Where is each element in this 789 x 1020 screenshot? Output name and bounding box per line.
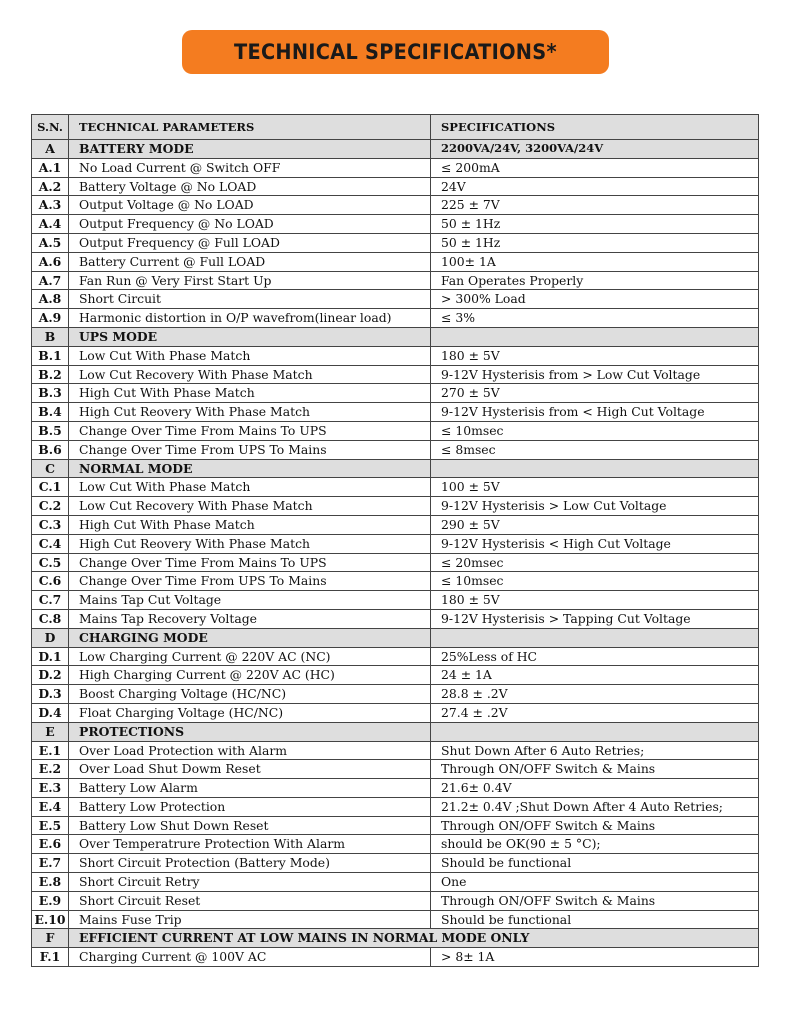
cell-specification: 9-12V Hysterisis > Low Cut Voltage — [431, 497, 759, 516]
table-row — [32, 703, 759, 722]
cell-sn: E.7 — [32, 854, 69, 873]
cell-specification: > 8± 1A — [431, 948, 759, 967]
cell-parameter: Charging Current @ 100V AC — [69, 948, 431, 967]
cell-sn: D.3 — [32, 685, 69, 704]
table-row — [32, 215, 759, 234]
table-row — [32, 290, 759, 309]
cell-specification: Fan Operates Properly — [431, 271, 759, 290]
section-row — [32, 327, 759, 346]
section-title: CHARGING MODE — [69, 628, 431, 647]
cell-parameter: High Cut Reovery With Phase Match — [69, 403, 431, 422]
table-row — [32, 779, 759, 798]
table-row — [32, 948, 759, 967]
cell-specification: 270 ± 5V — [431, 384, 759, 403]
cell-specification: 2200VA/24V, 3200VA/24V — [431, 140, 759, 159]
cell-parameter: Over Load Shut Dowm Reset — [69, 760, 431, 779]
table-row — [32, 553, 759, 572]
table-row — [32, 873, 759, 892]
cell-specification: Through ON/OFF Switch & Mains — [431, 891, 759, 910]
section-row — [32, 929, 759, 948]
cell-parameter: Battery Voltage @ No LOAD — [69, 177, 431, 196]
cell-specification: Should be functional — [431, 854, 759, 873]
section-row — [32, 722, 759, 741]
cell-specification: Should be functional — [431, 910, 759, 929]
cell-sn: E.1 — [32, 741, 69, 760]
cell-specification: ≤ 10msec — [431, 572, 759, 591]
cell-parameter: Output Voltage @ No LOAD — [69, 196, 431, 215]
cell-sn: E.9 — [32, 891, 69, 910]
cell-sn: A.4 — [32, 215, 69, 234]
table-row — [32, 515, 759, 534]
spec-table-body — [32, 140, 759, 967]
cell-specification: 9-12V Hysterisis from < High Cut Voltage — [431, 403, 759, 422]
cell-parameter: Mains Fuse Trip — [69, 910, 431, 929]
cell-specification: 25%Less of HC — [431, 647, 759, 666]
cell-parameter: Battery Low Protection — [69, 797, 431, 816]
cell-sn: A.2 — [32, 177, 69, 196]
cell-parameter: Battery Low Shut Down Reset — [69, 816, 431, 835]
cell-sn: B.5 — [32, 421, 69, 440]
table-row — [32, 609, 759, 628]
section-title: EFFICIENT CURRENT AT LOW MAINS IN NORMAL MODE ONLY — [69, 929, 759, 948]
cell-parameter: Change Over Time From Mains To UPS — [69, 421, 431, 440]
cell-sn: F — [32, 929, 69, 948]
cell-sn: D.1 — [32, 647, 69, 666]
cell-sn: B.1 — [32, 346, 69, 365]
table-row — [32, 403, 759, 422]
cell-parameter: Mains Tap Cut Voltage — [69, 591, 431, 610]
cell-sn: C.2 — [32, 497, 69, 516]
cell-specification: 21.2± 0.4V ;Shut Down After 4 Auto Retries; — [431, 797, 759, 816]
cell-sn: C.6 — [32, 572, 69, 591]
cell-specification: 9-12V Hysterisis > Tapping Cut Voltage — [431, 609, 759, 628]
cell-specification: 9-12V Hysterisis < High Cut Voltage — [431, 534, 759, 553]
table-row — [32, 685, 759, 704]
table-row — [32, 158, 759, 177]
cell-sn: E.4 — [32, 797, 69, 816]
cell-specification: Through ON/OFF Switch & Mains — [431, 816, 759, 835]
cell-specification: 27.4 ± .2V — [431, 703, 759, 722]
cell-specification: One — [431, 873, 759, 892]
cell-parameter: Change Over Time From UPS To Mains — [69, 572, 431, 591]
cell-sn: D.4 — [32, 703, 69, 722]
table-row — [32, 384, 759, 403]
table-row — [32, 835, 759, 854]
cell-parameter: Boost Charging Voltage (HC/NC) — [69, 685, 431, 704]
cell-sn: A.6 — [32, 252, 69, 271]
cell-specification: 290 ± 5V — [431, 515, 759, 534]
table-row — [32, 854, 759, 873]
table-row — [32, 365, 759, 384]
table-row — [32, 440, 759, 459]
spec-table — [31, 114, 759, 967]
cell-specification — [431, 459, 759, 478]
table-row — [32, 309, 759, 328]
table-row — [32, 346, 759, 365]
cell-sn: B.2 — [32, 365, 69, 384]
cell-parameter: High Charging Current @ 220V AC (HC) — [69, 666, 431, 685]
cell-parameter: Over Load Protection with Alarm — [69, 741, 431, 760]
cell-sn: A.1 — [32, 158, 69, 177]
section-row — [32, 628, 759, 647]
cell-parameter: Low Charging Current @ 220V AC (NC) — [69, 647, 431, 666]
cell-sn: E.10 — [32, 910, 69, 929]
cell-specification: should be OK(90 ± 5 °C); — [431, 835, 759, 854]
cell-sn: E.8 — [32, 873, 69, 892]
cell-parameter: Output Frequency @ No LOAD — [69, 215, 431, 234]
cell-sn: A — [32, 140, 69, 159]
cell-parameter: Harmonic distortion in O/P wavefrom(linear load) — [69, 309, 431, 328]
table-row — [32, 177, 759, 196]
cell-sn: E.5 — [32, 816, 69, 835]
cell-sn: C.4 — [32, 534, 69, 553]
cell-sn: D — [32, 628, 69, 647]
header-sn: S.N. — [32, 115, 69, 140]
section-title: NORMAL MODE — [69, 459, 431, 478]
cell-specification: 180 ± 5V — [431, 346, 759, 365]
header-parameters: TECHNICAL PARAMETERS — [69, 115, 431, 140]
table-row — [32, 233, 759, 252]
cell-parameter: Float Charging Voltage (HC/NC) — [69, 703, 431, 722]
section-row — [32, 459, 759, 478]
table-row — [32, 478, 759, 497]
cell-parameter: Over Temperatrure Protection With Alarm — [69, 835, 431, 854]
cell-parameter: Low Cut Recovery With Phase Match — [69, 365, 431, 384]
cell-sn: B.6 — [32, 440, 69, 459]
table-row — [32, 572, 759, 591]
cell-sn: A.7 — [32, 271, 69, 290]
section-row — [32, 140, 759, 159]
table-row — [32, 741, 759, 760]
cell-specification: 50 ± 1Hz — [431, 233, 759, 252]
cell-sn: A.3 — [32, 196, 69, 215]
cell-specification: Shut Down After 6 Auto Retries; — [431, 741, 759, 760]
cell-parameter: Short Circuit — [69, 290, 431, 309]
section-title: UPS MODE — [69, 327, 431, 346]
cell-sn: E — [32, 722, 69, 741]
table-row — [32, 666, 759, 685]
cell-parameter: Output Frequency @ Full LOAD — [69, 233, 431, 252]
table-row — [32, 910, 759, 929]
cell-specification: 21.6± 0.4V — [431, 779, 759, 798]
cell-parameter: Change Over Time From UPS To Mains — [69, 440, 431, 459]
table-row — [32, 647, 759, 666]
table-row — [32, 421, 759, 440]
cell-sn: A.9 — [32, 309, 69, 328]
cell-sn: B — [32, 327, 69, 346]
cell-sn: B.4 — [32, 403, 69, 422]
cell-specification: 180 ± 5V — [431, 591, 759, 610]
section-title: BATTERY MODE — [69, 140, 431, 159]
section-title: PROTECTIONS — [69, 722, 431, 741]
cell-parameter: Mains Tap Recovery Voltage — [69, 609, 431, 628]
cell-sn: E.2 — [32, 760, 69, 779]
cell-sn: C.1 — [32, 478, 69, 497]
cell-parameter: Low Cut With Phase Match — [69, 478, 431, 497]
cell-specification: ≤ 10msec — [431, 421, 759, 440]
cell-specification — [431, 327, 759, 346]
cell-sn: B.3 — [32, 384, 69, 403]
cell-parameter: Change Over Time From Mains To UPS — [69, 553, 431, 572]
cell-parameter: No Load Current @ Switch OFF — [69, 158, 431, 177]
cell-sn: C.5 — [32, 553, 69, 572]
cell-sn: D.2 — [32, 666, 69, 685]
cell-parameter: High Cut With Phase Match — [69, 515, 431, 534]
title-banner — [182, 30, 609, 74]
cell-specification — [431, 722, 759, 741]
cell-parameter: Fan Run @ Very First Start Up — [69, 271, 431, 290]
table-row — [32, 252, 759, 271]
cell-specification: ≤ 8msec — [431, 440, 759, 459]
cell-sn: E.3 — [32, 779, 69, 798]
cell-sn: A.8 — [32, 290, 69, 309]
table-row — [32, 891, 759, 910]
cell-sn: C.3 — [32, 515, 69, 534]
table-row — [32, 816, 759, 835]
cell-sn: C — [32, 459, 69, 478]
table-header-row — [32, 115, 759, 140]
cell-specification: ≤ 20msec — [431, 553, 759, 572]
cell-parameter: Short Circuit Protection (Battery Mode) — [69, 854, 431, 873]
cell-parameter: Low Cut Recovery With Phase Match — [69, 497, 431, 516]
cell-specification: ≤ 3% — [431, 309, 759, 328]
cell-specification: 24V — [431, 177, 759, 196]
cell-sn: C.8 — [32, 609, 69, 628]
cell-parameter: Low Cut With Phase Match — [69, 346, 431, 365]
cell-parameter: Battery Current @ Full LOAD — [69, 252, 431, 271]
cell-specification: 100± 1A — [431, 252, 759, 271]
table-row — [32, 196, 759, 215]
page-title: TECHNICAL SPECIFICATIONS* — [234, 40, 557, 64]
table-row — [32, 534, 759, 553]
cell-specification: 50 ± 1Hz — [431, 215, 759, 234]
table-row — [32, 497, 759, 516]
cell-parameter: Battery Low Alarm — [69, 779, 431, 798]
table-row — [32, 797, 759, 816]
cell-specification — [431, 628, 759, 647]
cell-parameter: Short Circuit Reset — [69, 891, 431, 910]
cell-sn: F.1 — [32, 948, 69, 967]
cell-sn: E.6 — [32, 835, 69, 854]
table-row — [32, 271, 759, 290]
cell-specification: 24 ± 1A — [431, 666, 759, 685]
cell-sn: C.7 — [32, 591, 69, 610]
table-row — [32, 591, 759, 610]
cell-specification: ≤ 200mA — [431, 158, 759, 177]
cell-parameter: Short Circuit Retry — [69, 873, 431, 892]
cell-sn: A.5 — [32, 233, 69, 252]
cell-specification: 100 ± 5V — [431, 478, 759, 497]
cell-specification: 9-12V Hysterisis from > Low Cut Voltage — [431, 365, 759, 384]
table-row — [32, 760, 759, 779]
cell-specification: 225 ± 7V — [431, 196, 759, 215]
cell-specification: Through ON/OFF Switch & Mains — [431, 760, 759, 779]
cell-specification: > 300% Load — [431, 290, 759, 309]
cell-specification: 28.8 ± .2V — [431, 685, 759, 704]
cell-parameter: High Cut With Phase Match — [69, 384, 431, 403]
cell-parameter: High Cut Reovery With Phase Match — [69, 534, 431, 553]
header-specifications: SPECIFICATIONS — [431, 115, 759, 140]
